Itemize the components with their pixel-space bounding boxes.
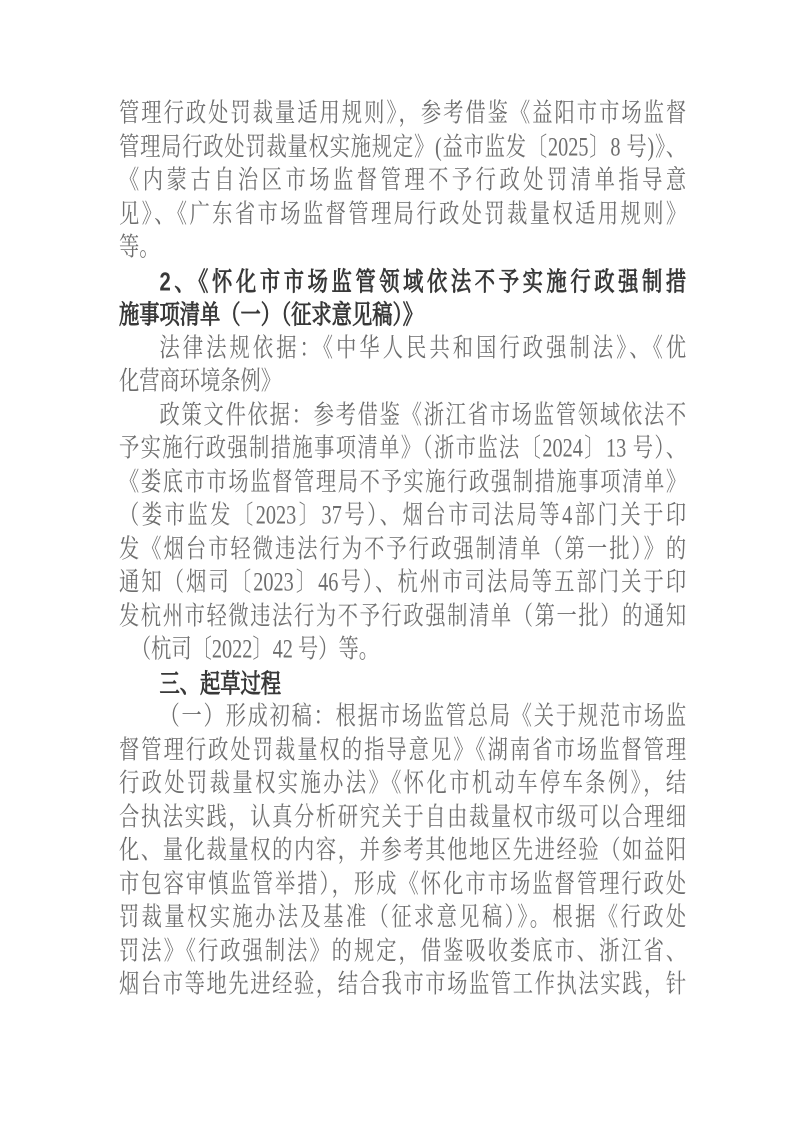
text-line: （娄市监发〔2023〕37号）、烟台市司法局等4部门关于印 [119,501,687,530]
text-line: 发《烟台市轻微违法行为不予行政强制清单（第一批）》的 [119,535,687,564]
paragraph-drafting-process [119,701,791,1003]
paragraph-policy-basis [119,400,791,668]
text-line: （杭司〔2022〕42 号）等。 [130,635,379,664]
text-line: 管理行政处罚裁量适用规则》，参考借鉴《益阳市市场监督 [119,99,687,128]
text-line: 通知（烟司〔2023〕46号）、杭州市司法局等五部门关于印 [119,568,687,597]
heading-line: 三、起草过程 [159,669,282,699]
text-line: 《内蒙古自治区市场监督管理不予行政处罚清单指导意 [119,166,687,195]
heading-line: 施事项清单（一）（征求意见稿）》 [119,300,423,331]
text-line: 予实施行政强制措施事项清单》（浙市监法〔2024〕13 号）、 [119,434,687,463]
text-line: 法律法规依据：《中华人民共和国行政强制法》、《优 [159,334,687,363]
text-line: 罚法》《行政强制法》的规定，借鉴吸收娄底市、浙江省、 [119,937,687,966]
text-line: 政策文件依据：参考借鉴《浙江省市场监管领域依法不 [159,401,687,430]
text-line: 市包容审慎监管举措），形成《怀化市市场监督管理行政处 [119,870,687,899]
text-line: 见》、《广东省市场监督管理局行政处罚裁量权适用规则》 [119,200,687,229]
heading-line: 2、《怀化市市场监管领域依法不予实施行政强制措 [159,267,687,297]
text-line: 管理局行政处罚裁量权实施规定》(益市监发〔2025〕8 号)》、 [119,133,687,162]
text-line: 化营商环境条例》 [119,367,282,396]
text-line: 行政处罚裁量权实施办法》《怀化市机动车停车条例》，结 [119,769,687,798]
paragraph-continuation [119,98,791,266]
text-line: 烟台市等地先进经验，结合我市市场监管工作执法实践，针 [119,970,687,999]
text-line: 合执法实践，认真分析研究关于自由裁量权市级可以合理细 [119,803,687,832]
text-line: 督管理行政处罚裁量权的指导意见》《湖南省市场监督管理 [119,736,687,765]
text-line: 《娄底市市场监督管理局不予实施行政强制措施事项清单》 [119,468,687,497]
text-line: 化、量化裁量权的内容，并参考其他地区先进经验（如益阳 [119,836,687,865]
text-line: 发杭州市轻微违法行为不予行政强制清单（第一批）的通知 [119,602,687,631]
text-line: 罚裁量权实施办法及基准（征求意见稿）》。根据《行政处 [119,903,687,932]
text-line: 等。 [119,233,160,262]
document-text [119,98,791,1003]
text-line: （一）形成初稿：根据市场监管总局《关于规范市场监 [159,702,687,731]
heading-section-3 [119,668,791,702]
paragraph-legal-basis [119,333,791,400]
heading-item-2 [119,266,791,333]
